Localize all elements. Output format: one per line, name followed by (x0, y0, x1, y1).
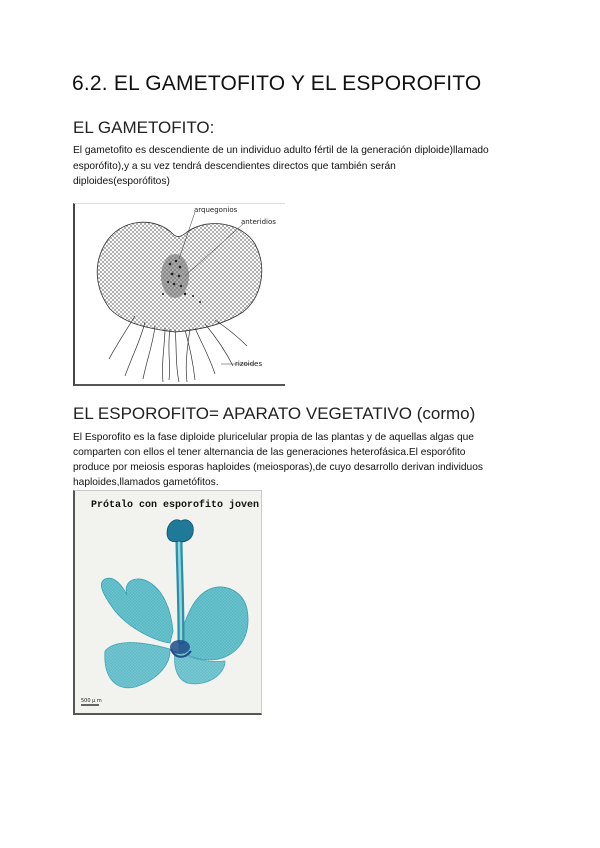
esporofito-photo (73, 490, 262, 715)
gametofito-drawing (75, 204, 285, 384)
paragraph-line: El gametofito es descendiente de un individuo adulto fértil de la generación diploide)llamado (73, 145, 489, 156)
label-anteridios: anteridios (241, 218, 276, 226)
sporophyte-head (167, 520, 193, 542)
label-rizoides: rizoides (235, 360, 263, 368)
paragraph-line: diploides(esporófitos) (73, 176, 170, 187)
section-title-esporofito: EL ESPOROFITO= APARATO VEGETATIVO (cormo) (73, 404, 476, 423)
esporofito-drawing (75, 491, 261, 713)
photo-title: Prótalo con esporofito joven (91, 500, 260, 511)
paragraph-line: El Esporofito es la fase diploide pluricelular propia de las plantas y de aquellas algas que (73, 432, 474, 443)
paragraph-line: haploides,llamados gametófitos. (73, 477, 219, 488)
paragraph-esporofito (73, 430, 543, 490)
paragraph-gametofito (73, 143, 543, 190)
page-title: 6.2. EL GAMETOFITO Y EL ESPOROFITO (72, 72, 482, 95)
paragraph-line: produce por meiosis esporas haploides (meiosporas),de cuyo desarrollo derivan individuos (73, 462, 483, 473)
label-arquegonios: arquegonios (194, 206, 238, 214)
section-title-gametofito: EL GAMETOFITO: (73, 118, 215, 137)
gametofito-illustration (73, 203, 285, 386)
paragraph-line: comparten con ellos el tener alternancia de las generaciones heterofásica.El esporófito (73, 447, 466, 458)
paragraph-line: esporófito),y a su vez tendrá descendientes directos que también serán (73, 160, 396, 172)
scale-label: 500 µ m (81, 698, 102, 704)
